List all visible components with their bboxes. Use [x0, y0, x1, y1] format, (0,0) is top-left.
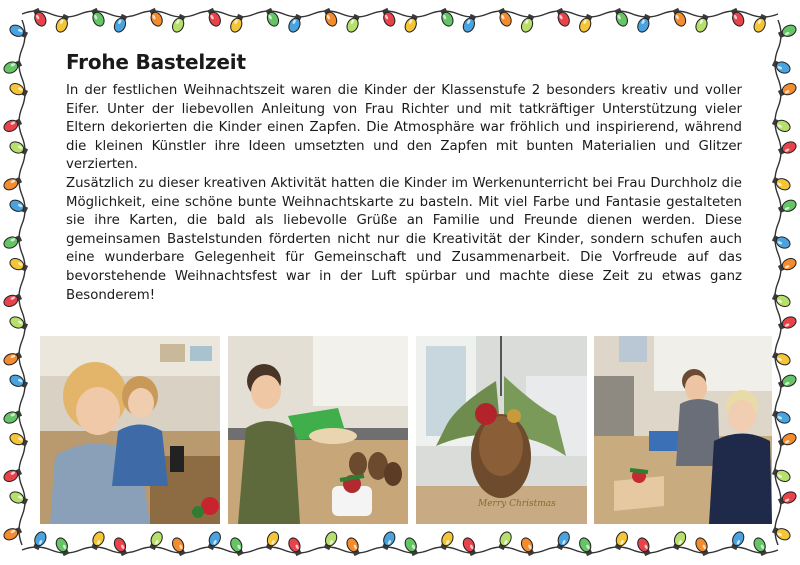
light-bulb-icon	[613, 7, 630, 28]
light-bulb-icon	[636, 13, 653, 34]
light-bulb-icon	[554, 7, 571, 28]
photo-strip	[0, 336, 800, 524]
light-bulb-icon	[147, 7, 164, 28]
light-bulb-icon	[777, 23, 798, 40]
light-bulb-icon	[461, 13, 478, 34]
light-bulb-icon	[89, 530, 106, 551]
light-bulb-icon	[8, 23, 29, 40]
light-bulb-icon	[54, 536, 71, 557]
light-bulb-icon	[438, 530, 455, 551]
light-bulb-icon	[438, 7, 455, 28]
light-bulb-icon	[205, 530, 222, 551]
light-bulb-icon	[636, 536, 653, 557]
light-bulb-icon	[2, 292, 23, 309]
light-bulb-icon	[264, 7, 281, 28]
light-bulb-icon	[771, 175, 792, 192]
light-bulb-icon	[170, 536, 187, 557]
light-bulb-icon	[519, 536, 536, 557]
light-bulb-icon	[519, 13, 536, 34]
light-bulb-icon	[496, 7, 513, 28]
light-bulb-icon	[112, 536, 129, 557]
light-bulb-icon	[147, 530, 164, 551]
light-bulb-icon	[777, 315, 798, 332]
light-bulb-icon	[729, 7, 746, 28]
light-bulb-icon	[771, 233, 792, 250]
light-bulb-icon	[2, 58, 23, 75]
light-bulb-icon	[2, 233, 23, 250]
light-bulb-icon	[205, 7, 222, 28]
photo-boy-gluing	[228, 336, 408, 524]
light-bulb-icon	[112, 13, 129, 34]
light-bulb-icon	[54, 13, 71, 34]
light-bulb-icon	[322, 530, 339, 551]
light-bulb-icon	[345, 13, 362, 34]
light-bulb-icon	[577, 13, 594, 34]
light-bulb-icon	[613, 530, 630, 551]
light-bulb-icon	[229, 536, 246, 557]
light-bulb-icon	[170, 13, 187, 34]
light-bulb-icon	[8, 140, 29, 157]
light-bulb-icon	[8, 315, 29, 332]
merry-christmas-sign: Merry Christmas	[478, 499, 556, 509]
light-bulb-icon	[8, 256, 29, 273]
paragraph-2: Zusätzlich zu dieser kreativen Aktivität hatten die Kinder im Werkenunterricht bei Frau Durchholz die Möglichkeit, eine schöne bunte Weihnachtskarte zu basteln. Mit viel Farbe und Fantasie gestalteten sie ihre Karten, die bald als liebevolle Grüße an Familie und Freunde dienen werden. Diese gemeinsamen Bastelstunden förderten nicht nur die Kreativität der Kinder, sondern schufen auch eine wunderbare Gelegenheit für Gemeinschaft und Zusammenarbeit. Die Vorfreude auf das bevorstehende Weihnachtsfest war in der Luft spürbar und machte diese Zeit zu etwas ganz Besonderem!	[66, 175, 742, 303]
article	[66, 50, 742, 305]
light-bulb-icon	[496, 530, 513, 551]
light-bulb-icon	[403, 536, 420, 557]
light-bulb-icon	[229, 13, 246, 34]
photo-decorated-pinecone	[416, 336, 587, 524]
light-bulb-icon	[2, 525, 23, 542]
light-bulb-icon	[287, 13, 304, 34]
light-bulb-icon	[287, 536, 304, 557]
light-bulb-icon	[777, 140, 798, 157]
light-bulb-icon	[771, 525, 792, 542]
light-bulb-icon	[89, 7, 106, 28]
light-bulb-icon	[322, 7, 339, 28]
light-bulb-icon	[694, 536, 711, 557]
light-bulb-icon	[752, 13, 769, 34]
light-bulb-icon	[2, 117, 23, 134]
light-bulb-icon	[771, 117, 792, 134]
light-bulb-icon	[345, 536, 362, 557]
photo-girls-crafting	[40, 336, 220, 524]
light-bulb-icon	[771, 58, 792, 75]
light-bulb-icon	[264, 530, 281, 551]
light-bulb-icon	[31, 7, 48, 28]
light-bulb-icon	[777, 198, 798, 215]
light-bulb-icon	[729, 530, 746, 551]
light-bulb-icon	[8, 198, 29, 215]
light-bulb-icon	[694, 13, 711, 34]
light-bulb-icon	[771, 292, 792, 309]
light-bulb-icon	[8, 81, 29, 98]
light-bulb-icon	[403, 13, 420, 34]
light-bulb-icon	[461, 536, 478, 557]
photo-boys-crafting	[594, 336, 772, 524]
light-bulb-icon	[31, 530, 48, 551]
light-bulb-icon	[671, 7, 688, 28]
light-bulb-icon	[671, 530, 688, 551]
light-bulb-icon	[777, 256, 798, 273]
paragraph-1: In der festlichen Weihnachtszeit waren die Kinder der Klassenstufe 2 besonders kreativ und voller Eifer. Unter der liebevollen Anleitung von Frau Richter und mit tatkräftiger Unterstützung vieler Eltern dekorierten die Kinder einen Zapfen. Die Atmosphäre war fröhlich und inspirierend, während die kleinen Künstler ihre Ideen umsetzten und den Zapfen mit bunten Materialien und Glitzer verzierten.	[66, 83, 742, 173]
light-bulb-icon	[577, 536, 594, 557]
light-bulb-icon	[380, 530, 397, 551]
light-bulb-icon	[752, 536, 769, 557]
light-bulb-icon	[777, 81, 798, 98]
light-bulb-icon	[380, 7, 397, 28]
light-bulb-icon	[554, 530, 571, 551]
light-bulb-icon	[2, 175, 23, 192]
page-title: Frohe Bastelzeit	[66, 50, 246, 74]
